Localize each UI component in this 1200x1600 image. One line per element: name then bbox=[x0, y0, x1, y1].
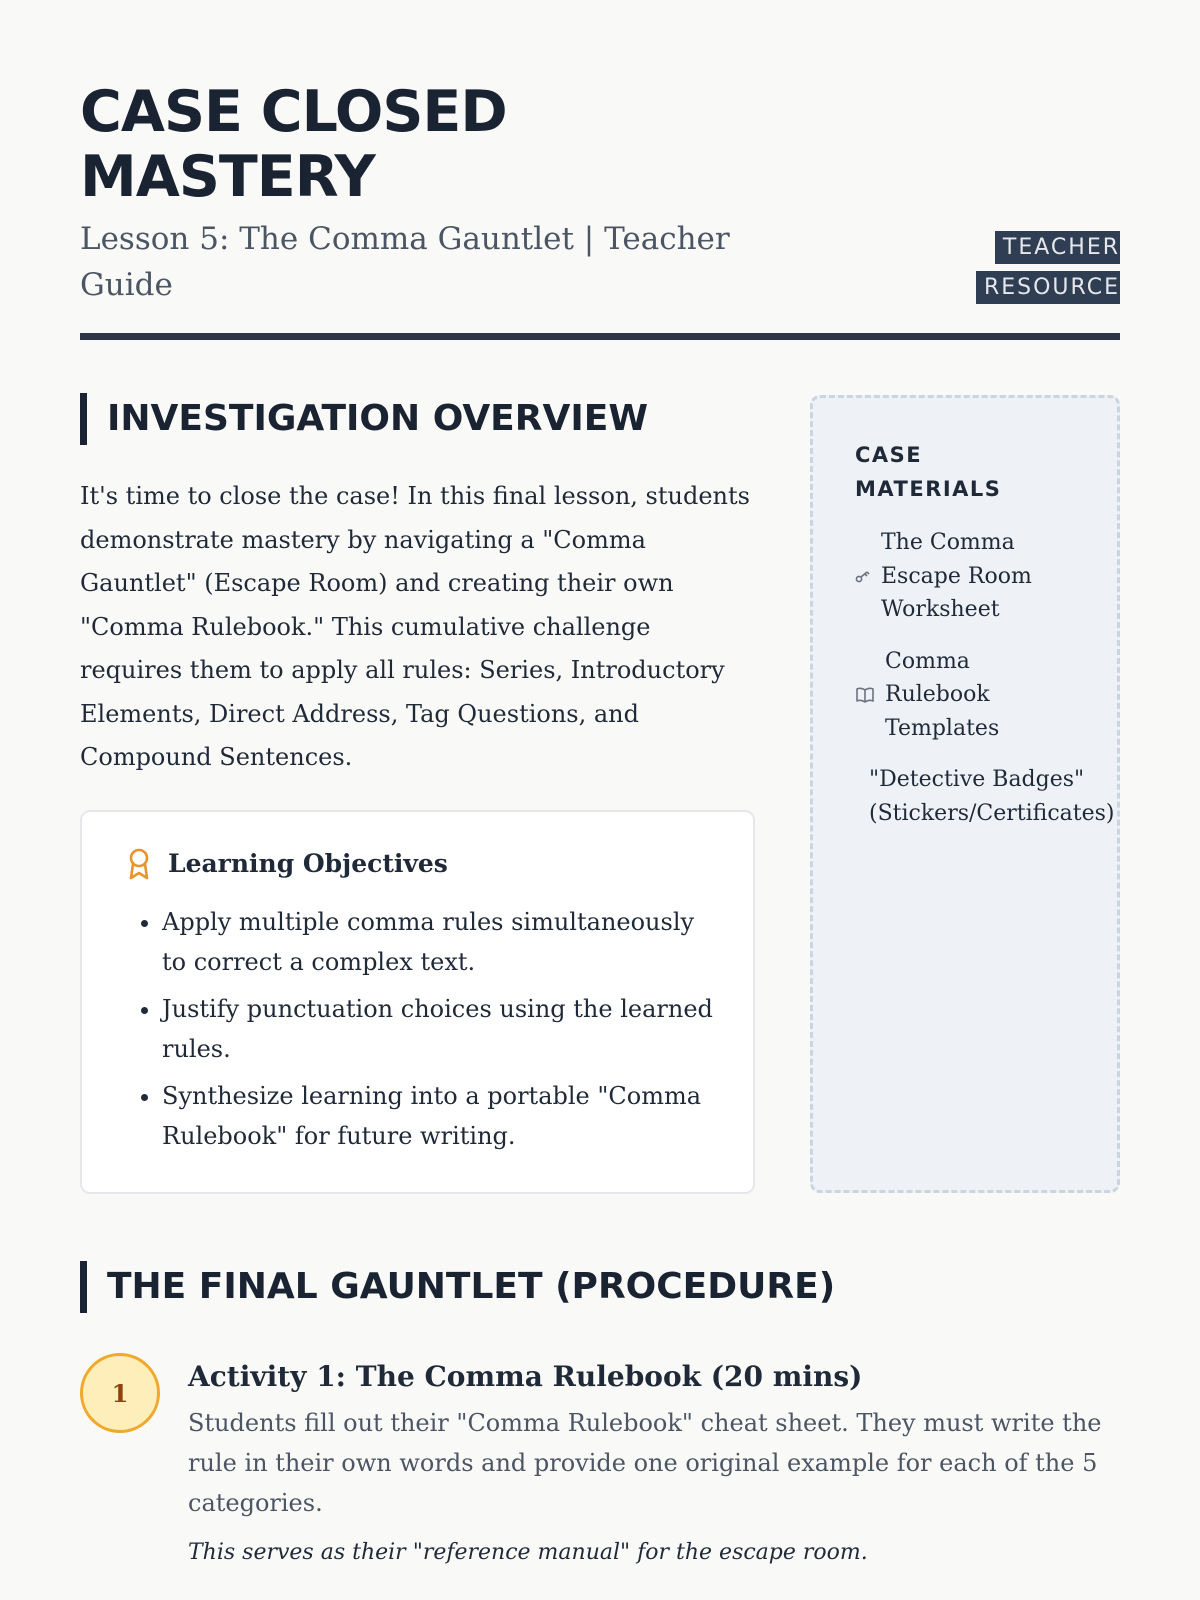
objective-item: • Apply multiple comma rules simultaneously to correct a complex text. bbox=[162, 902, 713, 982]
materials-list bbox=[855, 526, 1115, 830]
step-note: This serves as their "reference manual" for the escape room. bbox=[188, 1540, 868, 1565]
material-label: The Comma Escape Room Worksheet bbox=[881, 530, 1032, 622]
overview-heading: INVESTIGATION OVERVIEW bbox=[80, 393, 755, 445]
material-item bbox=[855, 763, 1115, 830]
material-label: Comma Rulebook Templates bbox=[885, 648, 1000, 741]
page-title: CASE CLOSED MASTERY bbox=[80, 79, 507, 210]
step-title: Activity 1: The Comma Rulebook (20 mins) bbox=[188, 1360, 863, 1393]
objective-item: • Justify punctuation choices using the learned rules. bbox=[162, 989, 713, 1069]
header bbox=[80, 80, 1120, 340]
objectives-header bbox=[126, 848, 713, 880]
page-subtitle: Lesson 5: The Comma Gauntlet | Teacher Guide bbox=[80, 221, 730, 303]
objectives-list bbox=[126, 902, 713, 1156]
objectives-box bbox=[80, 810, 755, 1194]
objective-item: • Synthesize learning into a portable "Comma Rulebook" for future writing. bbox=[162, 1076, 713, 1156]
overview-section bbox=[80, 393, 755, 1194]
step-number: 1 bbox=[80, 1353, 160, 1433]
material-item bbox=[855, 645, 1097, 746]
overview-text: It's time to close the case! In this final lesson, students demonstrate mastery by navigating a "Comma Gauntlet" (Escape Room) and creating their own "Comma Rulebook." This cumulative challenge requires them to apply all rules: Series, Introductory Elements, Direct Address, Tag Questions, and Compound Sentences. bbox=[80, 482, 750, 771]
objectives-title: Learning Objectives bbox=[168, 849, 448, 878]
procedure-step bbox=[80, 1353, 1120, 1571]
material-label: "Detective Badges" (Stickers/Certificates) bbox=[869, 767, 1115, 826]
step-description: Students fill out their "Comma Rulebook" cheat sheet. They must write the rule in their own words and provide one original example for each of the 5 categories. bbox=[188, 1409, 1102, 1517]
award-icon bbox=[126, 848, 152, 880]
procedure-heading: THE FINAL GAUNTLET (PROCEDURE) bbox=[80, 1261, 1120, 1313]
materials-title: CASE MATERIALS bbox=[855, 443, 1002, 501]
book-icon bbox=[855, 687, 875, 703]
key-icon bbox=[855, 569, 871, 583]
badge-label: TEACHER RESOURCE bbox=[976, 231, 1120, 304]
material-item bbox=[855, 526, 1097, 627]
procedure-section bbox=[80, 1261, 1120, 1571]
case-materials-sidebar bbox=[810, 395, 1120, 1193]
teacher-resource-badge bbox=[946, 228, 1120, 308]
